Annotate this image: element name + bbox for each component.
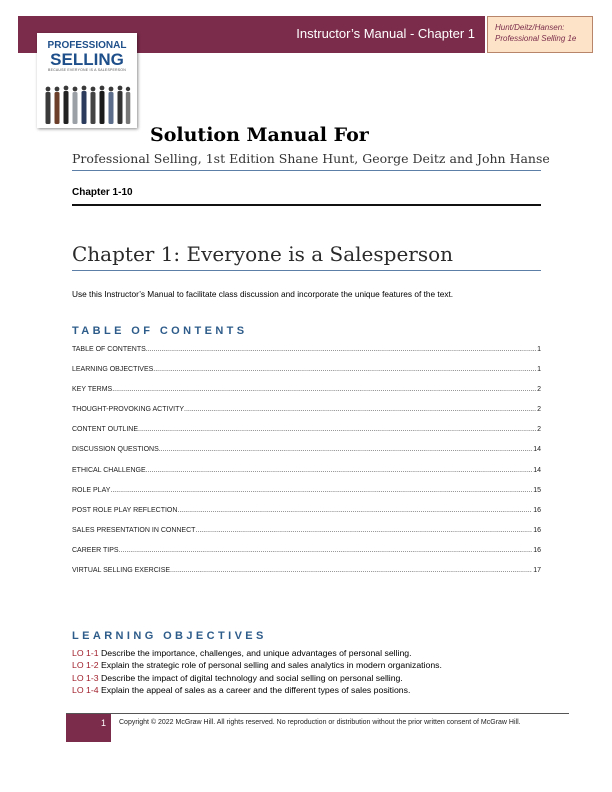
toc-entry[interactable]: SALES PRESENTATION IN CONNECT ..... 16 bbox=[72, 527, 541, 547]
cover-title-line2: SELLING bbox=[50, 50, 124, 69]
toc-entry[interactable]: CONTENT OUTLINE ..... 2 bbox=[72, 426, 541, 446]
lo-code: LO 1-1 bbox=[72, 648, 99, 658]
toc-entry[interactable]: KEY TERMS ..... 2 bbox=[72, 386, 541, 406]
learning-objectives-list bbox=[72, 647, 442, 697]
toc-entry[interactable]: ETHICAL CHALLENGE ..... 14 bbox=[72, 467, 541, 487]
list-item: LO 1-4 Explain the appeal of sales as a career and the different types of sales positions. bbox=[72, 685, 411, 696]
cover-tagline: BECAUSE EVERYONE IS A SALESPERSON bbox=[48, 68, 126, 72]
lo-code: LO 1-2 bbox=[72, 660, 99, 671]
toc-entry[interactable]: DISCUSSION QUESTIONS ..... 14 bbox=[72, 446, 541, 466]
chapter-heading: Chapter 1: Everyone is a Salesperson bbox=[72, 242, 454, 266]
toc-entry[interactable]: ROLE PLAY ..... 15 bbox=[72, 487, 541, 507]
page-title: Solution Manual For bbox=[150, 124, 369, 146]
footer-divider bbox=[66, 713, 569, 714]
page-number: 1 bbox=[66, 714, 111, 742]
divider bbox=[72, 270, 541, 271]
book-cover-image bbox=[37, 33, 137, 128]
lo-code: LO 1-4 bbox=[72, 685, 99, 696]
toc-entry[interactable]: THOUGHT-PROVOKING ACTIVITY ..... 2 bbox=[72, 406, 541, 426]
list-item: LO 1-1 Describe the importance, challenges, and unique advantages of personal selling. bbox=[72, 648, 412, 658]
book-authors: Hunt/Deitz/Hansen: bbox=[495, 23, 565, 32]
divider bbox=[72, 170, 541, 171]
toc-entry[interactable]: LEARNING OBJECTIVES ..... 1 bbox=[72, 366, 541, 386]
copyright-notice: Copyright © 2022 McGraw Hill. All rights reserved. No reproduction or distribution without the prior written consent of McGraw Hill. bbox=[119, 719, 521, 726]
cover-people-illustration bbox=[43, 85, 131, 125]
list-item: LO 1-3 Describe the impact of digital technology and social selling on personal selling. bbox=[72, 672, 403, 683]
page-subtitle: Professional Selling, 1st Edition Shane Hunt, George Deitz and John Hanse bbox=[72, 151, 550, 166]
header-title: Instructor’s Manual - Chapter 1 bbox=[296, 26, 475, 41]
toc-entry[interactable]: VIRTUAL SELLING EXERCISE ..... 17 bbox=[72, 567, 541, 587]
intro-text: Use this Instructor’s Manual to facilitate class discussion and incorporate the unique features of the text. bbox=[72, 289, 454, 299]
toc-heading: TABLE OF CONTENTS bbox=[72, 325, 248, 337]
toc-entry[interactable]: CAREER TIPS ..... 16 bbox=[72, 547, 541, 567]
toc-entry[interactable]: POST ROLE PLAY REFLECTION ..... 16 bbox=[72, 507, 541, 527]
book-info-box bbox=[487, 16, 593, 53]
cover-title-line1: PROFESSIONAL bbox=[47, 40, 127, 51]
lo-code: LO 1-3 bbox=[72, 672, 99, 683]
learning-objectives-heading: LEARNING OBJECTIVES bbox=[72, 630, 267, 642]
chapter-range: Chapter 1-10 bbox=[72, 187, 133, 198]
book-edition: Professional Selling 1e bbox=[495, 34, 577, 43]
divider bbox=[72, 204, 541, 206]
toc-entry[interactable]: TABLE OF CONTENTS ..... 1 bbox=[72, 346, 541, 366]
list-item: LO 1-2 Explain the strategic role of personal selling and sales analytics in modern organizations. bbox=[72, 660, 442, 671]
table-of-contents bbox=[72, 346, 541, 587]
